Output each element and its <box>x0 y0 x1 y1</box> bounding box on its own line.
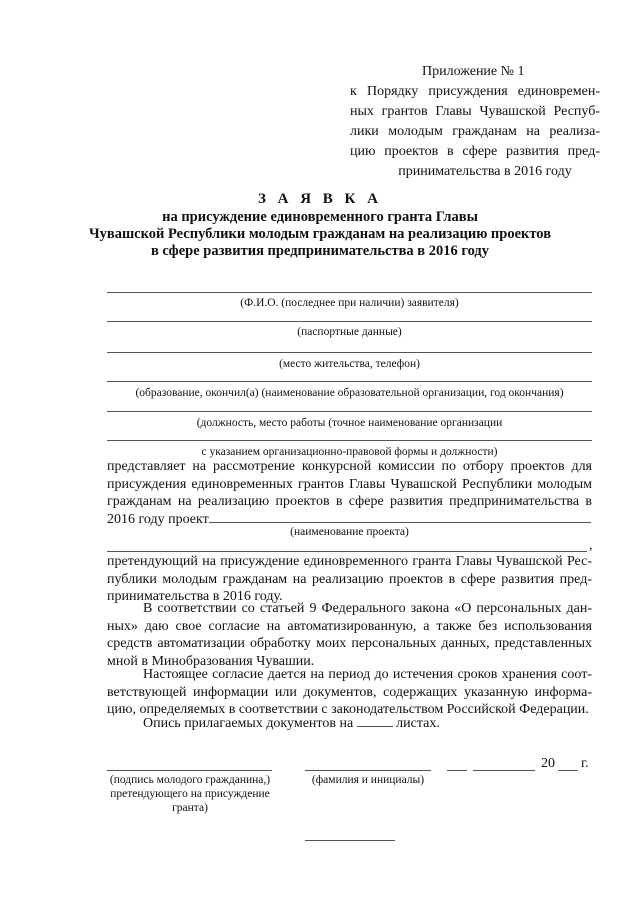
signature-caption-line: гранта) <box>172 802 208 814</box>
field-caption-address: (место жительства, телефон) <box>279 358 420 370</box>
signature-caption <box>100 773 280 815</box>
paragraph-consent-period <box>107 666 592 719</box>
paragraph-submission <box>107 458 592 528</box>
appendix-line: цию проектов в сфере развития пред- <box>350 144 600 159</box>
comma: , <box>589 538 593 553</box>
text-line: представляет на рассмотрение конкурсной комиссии по отбору проектов для <box>107 459 592 474</box>
year-prefix: 20 <box>541 756 555 771</box>
fill-line-position[interactable] <box>107 411 592 412</box>
fill-line-name[interactable] <box>107 292 592 293</box>
document-title-line: Чувашской Республики молодым гражданам на реализацию проектов <box>88 226 552 242</box>
field-caption-passport: (паспортные данные) <box>297 326 402 338</box>
fill-line-month[interactable] <box>473 770 535 771</box>
document-title-line: в сфере развития предпринимательства в 2016 году <box>150 243 490 259</box>
fill-line-education[interactable] <box>107 381 592 382</box>
year-suffix: г. <box>581 756 589 771</box>
text-line: мной в Минобразования Чувашии. <box>107 653 315 669</box>
text-line: Настоящее согласие дается на период до истечения сроков хранения соот- <box>143 667 592 682</box>
paragraph-applicant <box>107 553 592 606</box>
inventory-line <box>107 715 592 733</box>
fill-line-sheet-count[interactable] <box>357 726 393 727</box>
signature-caption-line: претендующего на присуждение <box>110 788 270 800</box>
bottom-separator <box>305 840 395 841</box>
text-line: В соответствии со статьей 9 Федерального закона «О персональных дан- <box>143 601 592 616</box>
inventory-suffix: листах. <box>396 716 440 731</box>
appendix-block <box>350 62 600 182</box>
fill-line-project-2[interactable] <box>107 551 587 552</box>
text-line: гражданам на реализацию проектов в сфере развития предпринимательства в <box>107 494 592 509</box>
text-line: присуждения единовременных грантов Главы Чувашской Республики молодым <box>107 476 592 492</box>
appendix-line: ных грантов Главы Чувашской Респуб- <box>350 104 600 119</box>
text-line: ветствующей информации или документов, содержащих указанную информа- <box>107 684 592 700</box>
document-heading: З А Я В К А <box>257 191 383 207</box>
fill-line-day[interactable] <box>447 770 467 771</box>
paragraph-consent <box>107 600 592 670</box>
field-caption-project: (наименование проекта) <box>290 526 409 538</box>
fill-line-address[interactable] <box>107 352 592 353</box>
text-line: средств автоматизации обработку моих персональных данных, представленных <box>107 636 592 651</box>
appendix-number: Приложение № 1 <box>422 64 525 79</box>
text-line: цию, определяемых в соответствии с законодательством Российской Федерации. <box>107 702 589 717</box>
field-caption-position: (должность, место работы (точное наименование организации <box>196 417 503 429</box>
field-caption-organization: с указанием организационно-правовой формы и должности) <box>201 446 498 458</box>
text-line: претендующий на присуждение единовременного гранта Главы Чувашской Рес- <box>107 554 592 569</box>
fill-line-signature[interactable] <box>107 770 272 771</box>
text-line: публики молодым гражданам на реализацию проектов в сфере развития пред- <box>107 571 592 587</box>
signature-caption-line: (подпись молодого гражданина,) <box>109 774 271 786</box>
text-line: ных» даю свое согласие на автоматизированную, а также без использования <box>107 618 592 634</box>
text-line: принимательства в 2016 году. <box>107 589 283 604</box>
fill-line-passport[interactable] <box>107 321 592 322</box>
fill-line-project[interactable] <box>209 522 591 523</box>
field-caption-education: (образование, окончил(а) (наименование образовательной организации, год окончания) <box>135 387 564 399</box>
full-name-caption: (фамилия и инициалы) <box>311 774 425 786</box>
fill-line-organization[interactable] <box>107 440 592 441</box>
fill-line-year[interactable] <box>558 770 578 771</box>
fill-line-full-name[interactable] <box>305 770 431 771</box>
appendix-line: принимательства в 2016 году <box>398 164 572 179</box>
document-title-line: на присуждение единовременного гранта Главы <box>162 209 478 225</box>
text-line: 2016 году проект <box>107 511 209 527</box>
field-caption-name: (Ф.И.О. (последнее при наличии) заявителя) <box>240 297 459 309</box>
appendix-line: к Порядку присуждения единовремен- <box>350 84 600 99</box>
appendix-line: лики молодым гражданам на реализа- <box>350 124 600 139</box>
inventory-prefix: Опись прилагаемых документов на <box>143 716 354 731</box>
